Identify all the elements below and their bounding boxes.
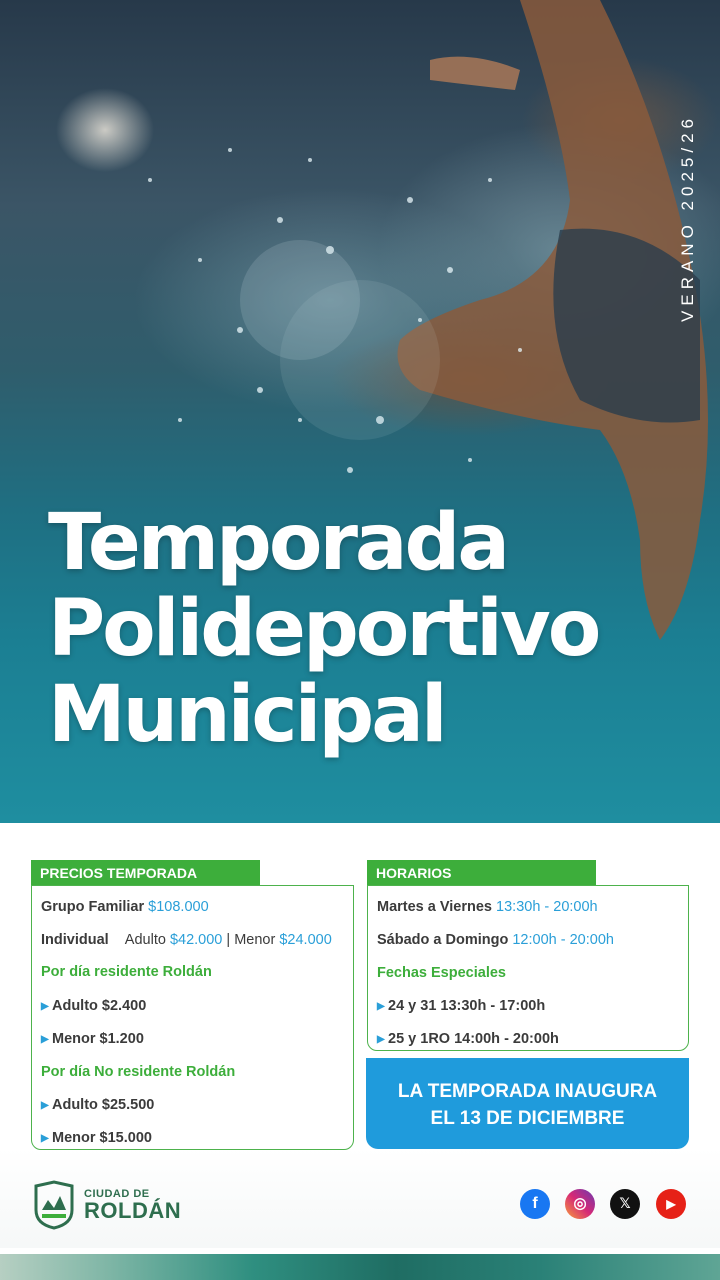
adulto-value: $42.000 xyxy=(169,932,223,948)
list-item xyxy=(41,1097,154,1113)
list-item-label: Adulto $25.500 xyxy=(52,1097,155,1113)
weekend-row xyxy=(377,932,614,948)
bullet-icon: ▶ xyxy=(41,1100,49,1111)
bullet-icon: ▶ xyxy=(377,1034,385,1045)
residente-header: Por día residente Roldán xyxy=(41,964,212,980)
bullet-icon: ▶ xyxy=(41,1001,49,1012)
schedule-card xyxy=(367,885,689,1051)
list-item-label: Adulto $2.400 xyxy=(52,998,147,1014)
price-separator: | xyxy=(226,932,231,948)
list-item-label: 25 y 1RO 14:00h - 20:00h xyxy=(388,1031,559,1047)
list-item xyxy=(41,998,146,1014)
bullet-icon: ▶ xyxy=(41,1133,49,1144)
shield-icon xyxy=(32,1180,76,1230)
adulto-label: Adulto xyxy=(124,932,166,948)
no-residente-header: Por día No residente Roldán xyxy=(41,1064,236,1080)
prices-card xyxy=(31,885,354,1150)
list-item xyxy=(377,998,545,1014)
weekday-value: 13:30h - 20:00h xyxy=(496,899,598,915)
youtube-icon[interactable]: ▶ xyxy=(656,1189,686,1219)
grupo-familiar-row xyxy=(41,899,209,915)
bullet-icon: ▶ xyxy=(377,1001,385,1012)
weekday-label: Martes a Viernes xyxy=(377,899,492,915)
poster-title xyxy=(48,500,598,758)
special-header: Fechas Especiales xyxy=(377,965,506,981)
season-label: VERANO 2025/26 xyxy=(678,114,697,322)
individual-label: Individual xyxy=(41,932,109,948)
opening-banner xyxy=(366,1058,689,1149)
menor-value: $24.000 xyxy=(279,932,332,948)
banner-line-1: LA TEMPORADA INAUGURA xyxy=(397,1081,658,1102)
list-item xyxy=(41,1130,152,1146)
individual-row xyxy=(41,932,332,948)
list-item-label: Menor $15.000 xyxy=(52,1130,152,1146)
x-icon[interactable]: 𝕏 xyxy=(610,1189,640,1219)
prices-header: PRECIOS TEMPORADA xyxy=(31,860,260,886)
weekend-value: 12:00h - 20:00h xyxy=(512,932,614,948)
title-line-3: Municipal xyxy=(48,670,445,760)
weekday-row xyxy=(377,899,598,915)
banner-line-2: EL 13 DE DICIEMBRE xyxy=(430,1108,625,1129)
grupo-value: $108.000 xyxy=(148,899,209,915)
bullet-icon: ▶ xyxy=(41,1034,49,1045)
logo-text-small: CIUDAD DE xyxy=(84,1188,150,1200)
grupo-label: Grupo Familiar xyxy=(41,899,145,915)
weekend-label: Sábado a Domingo xyxy=(377,932,509,948)
menor-label: Menor xyxy=(234,932,276,948)
list-item xyxy=(377,1031,559,1047)
list-item-label: Menor $1.200 xyxy=(52,1031,144,1047)
title-line-2: Polideportivo xyxy=(48,584,599,674)
footer-strip xyxy=(0,1254,720,1280)
facebook-icon[interactable]: f xyxy=(520,1189,550,1219)
instagram-icon[interactable]: ◎ xyxy=(565,1189,595,1219)
schedule-header: HORARIOS xyxy=(367,860,596,886)
list-item-label: 24 y 31 13:30h - 17:00h xyxy=(388,998,546,1014)
logo-text-large: ROLDÁN xyxy=(84,1198,182,1223)
title-line-1: Temporada xyxy=(48,498,508,588)
list-item xyxy=(41,1031,144,1047)
city-logo[interactable] xyxy=(32,1180,192,1230)
